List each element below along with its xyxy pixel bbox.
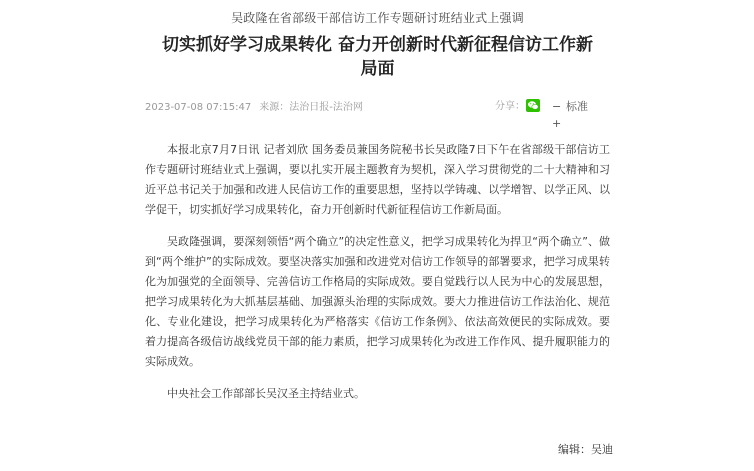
font-size-control xyxy=(552,100,612,131)
font-increase-button[interactable]: + xyxy=(552,117,562,130)
article-title: 切实抓好学习成果转化 奋力开创新时代新征程信访工作新局面 xyxy=(162,35,593,79)
article-meta xyxy=(145,97,610,133)
font-decrease-button[interactable]: − xyxy=(552,100,562,113)
article-source: 来源：法治日报-法治网 xyxy=(259,102,363,113)
font-standard-button[interactable]: 标准 xyxy=(566,100,588,113)
share-label: 分享： xyxy=(495,101,525,112)
publish-datetime: 2023-07-08 07:15:47 xyxy=(145,102,252,113)
article-paragraph: 中央社会工作部部长吴汉圣主持结业式。 xyxy=(167,387,365,400)
article-paragraph: 本报北京7月7日讯 记者刘欣 国务委员兼国务院秘书长吴政隆7日下午在省部级干部信访工作专题研讨班结业式上强调，要以扎实开展主题教育为契机，深入学习贯彻党的二十大精神和习近平总书记关于加强和改进人民信访工作的重要思想，坚持以学铸魂、以学增智、以学正风、以学促干，切实抓好学习成果转化，奋力开创新时代新征程信访工作新局面。 xyxy=(145,143,610,216)
wechat-icon[interactable] xyxy=(526,99,540,112)
article-subtitle: 吴政隆在省部级干部信访工作专题研讨班结业式上强调 xyxy=(231,11,524,25)
article-body xyxy=(145,140,610,404)
article xyxy=(145,0,610,416)
article-paragraph: 吴政隆强调，要深刻领悟“两个确立”的决定性意义，把学习成果转化为捍卫“两个确立”、做到“两个维护”的实际成效。要坚决落实加强和改进党对信访工作领导的部署要求，把学习成果转化为加强党的全面领导、完善信访工作格局的实际成效。要自觉践行以人民为中心的发展思想，把学习成果转化为大抓基层基础、加强源头治理的实际成效。要大力推进信访工作法治化、规范化、专业化建设，把学习成果转化为严格落实《信访工作条例》、依法高效便民的实际成效。要着力提高各级信访战线党员干部的能力素质，把学习成果转化为改进工作作风、提升履职能力的实际成效。 xyxy=(145,235,610,368)
meta-info xyxy=(145,101,363,115)
editor-credit: 编辑：吴迪 xyxy=(558,443,613,456)
